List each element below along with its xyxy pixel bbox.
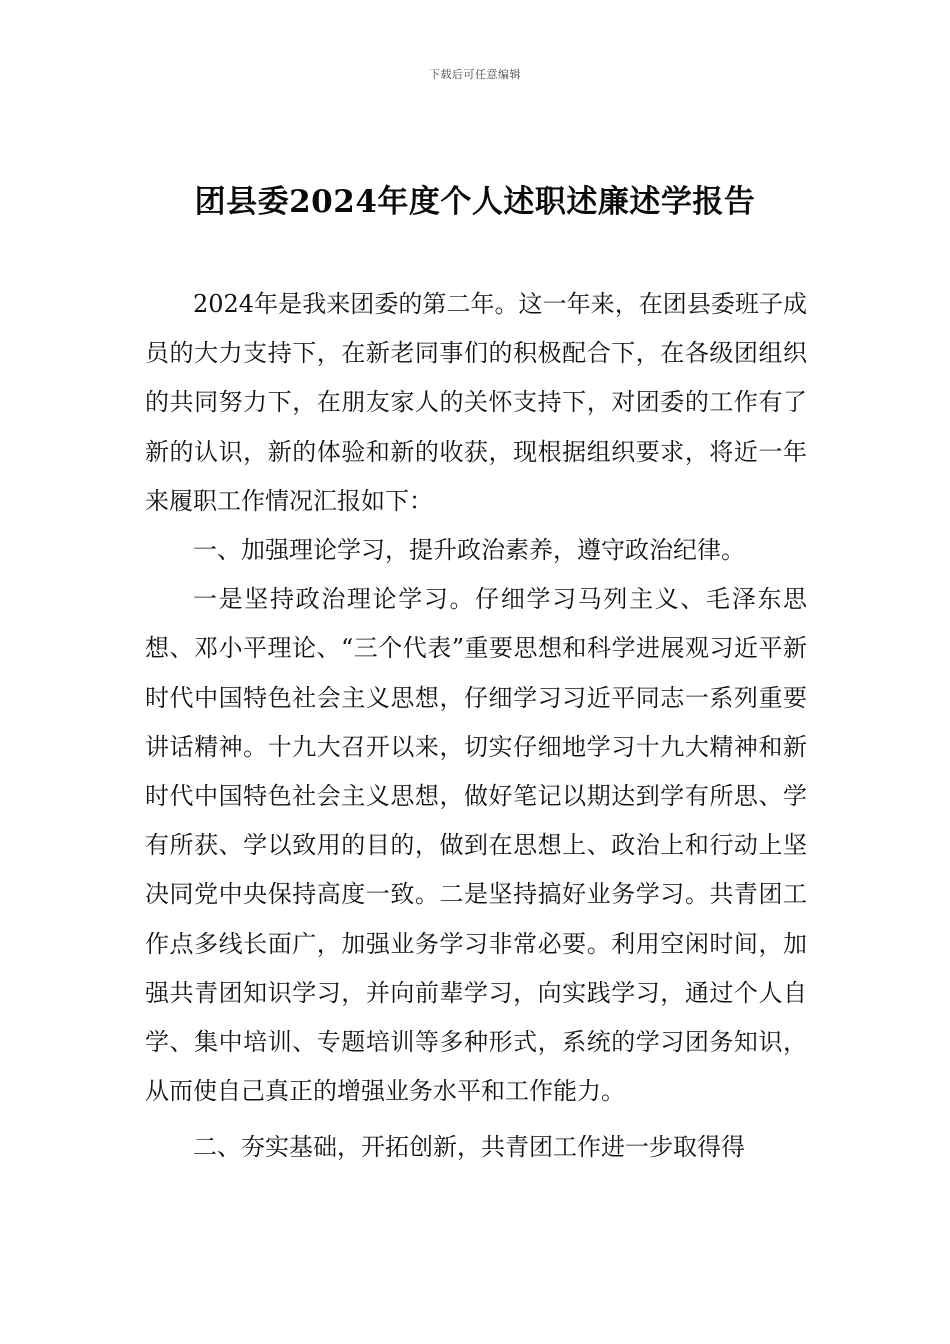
paragraph-theory-study: 一是坚持政治理论学习。仔细学习马列主义、毛泽东思想、邓小平理论、“三个代表”重要思想和科学进展观习近平新时代中国特色社会主义思想，仔细学习习近平同志一系列重要讲话精神。十九大召开以来，切实仔细地学习十九大精神和新时代中国特色社会主义思想，做好笔记以期达到学有所思、学有所获、学以致用的目的，做到在思想上、政治上和行动上坚决同党中央保持高度一致。二是坚持搞好业务学习。共青团工作点多线长面广，加强业务学习非常必要。利用空闲时间，加强共青团知识学习，并向前辈学习，向实践学习，通过个人自学、集中培训、专题培训等多种形式，系统的学习团务知识，从而使自己真正的增强业务水平和工作能力。 — [145, 585, 807, 1106]
section-heading-1: 一、加强理论学习，提升政治素养，遵守政治纪律。 — [193, 536, 745, 565]
section-heading-2: 二、夯实基础，开拓创新，共青团工作进一步取得得 — [193, 1133, 745, 1162]
document-body — [145, 280, 807, 1173]
header-note: 下载后可任意编辑 — [429, 68, 521, 81]
paragraph-intro: 2024年是我来团委的第二年。这一年来，在团县委班子成员的大力支持下，在新老同事们的积极配合下，在各级团组织的共同努力下，在朋友家人的关怀支持下，对团委的工作有了新的认识，新的体验和新的收获，现根据组织要求，将近一年来履职工作情况汇报如下： — [145, 290, 807, 515]
document-title: 团县委2024年度个人述职述廉述学报告 — [194, 184, 756, 220]
